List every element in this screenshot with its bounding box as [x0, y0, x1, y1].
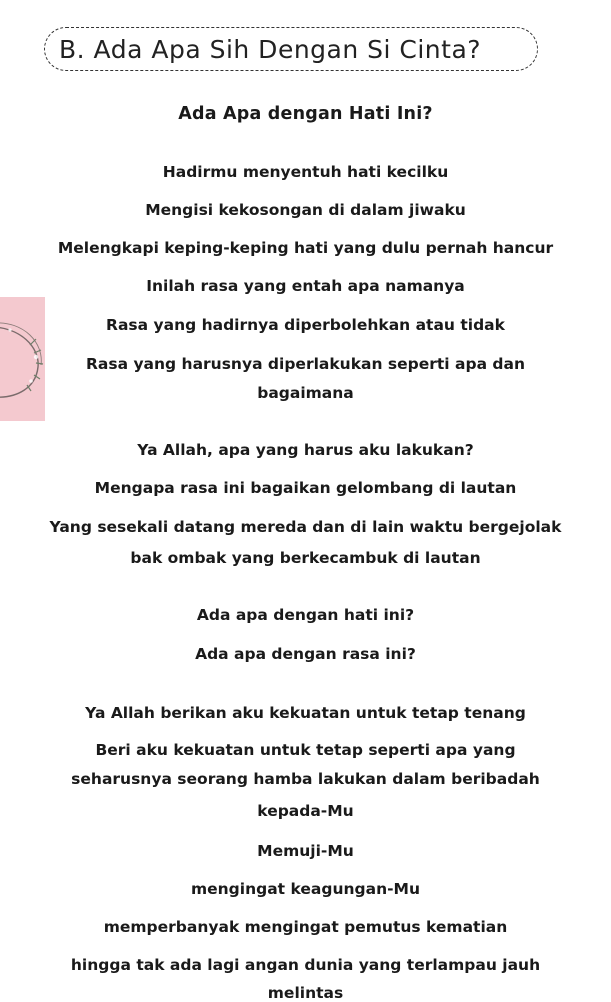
poem-line: Mengisi kekosongan di dalam jiwaku [145, 201, 466, 219]
poem-line: seharusnya seorang hamba lakukan dalam beribadah [71, 770, 540, 788]
poem-title: Ada Apa dengan Hati Ini? [178, 104, 433, 124]
poem-line: Hadirmu menyentuh hati kecilku [162, 163, 449, 181]
poem-line: bagaimana [257, 384, 354, 402]
poem-line: Ada apa dengan rasa ini? [195, 645, 416, 663]
poem-line: Rasa yang hadirnya diperbolehkan atau tidak [106, 316, 505, 334]
poem-line: Ada apa dengan hati ini? [196, 606, 415, 624]
poem-line: kepada-Mu [257, 802, 354, 820]
poem-line: mengingat keagungan-Mu [190, 880, 420, 898]
poem-line: bak ombak yang berkecambuk di lautan [130, 549, 481, 567]
poem-line: Inilah rasa yang entah apa namanya [146, 277, 465, 295]
poem-line: Beri aku kekuatan untuk tetap seperti apa yang [95, 741, 516, 759]
poem-line: Memuji-Mu [257, 842, 354, 860]
poem-line: hingga tak ada lagi angan dunia yang terlampau jauh [70, 956, 541, 974]
poem-line: Ya Allah, apa yang harus aku lakukan? [137, 441, 474, 459]
poem-line: melintas [267, 984, 344, 1002]
section-heading: B. Ada Apa Sih Dengan Si Cinta? [44, 27, 538, 71]
poem-line: Ya Allah berikan aku kekuatan untuk tetap tenang [85, 704, 526, 722]
poem-line: Melengkapi keping-keping hati yang dulu pernah hancur [57, 239, 554, 257]
poem-line: memperbanyak mengingat pemutus kematian [103, 918, 508, 936]
poem-line: Mengapa rasa ini bagaikan gelombang di lautan [94, 479, 517, 497]
poem-line: Rasa yang harusnya diperlakukan seperti apa dan [85, 355, 526, 373]
poem-line: Yang sesekali datang mereda dan di lain waktu bergejolak [49, 518, 562, 536]
